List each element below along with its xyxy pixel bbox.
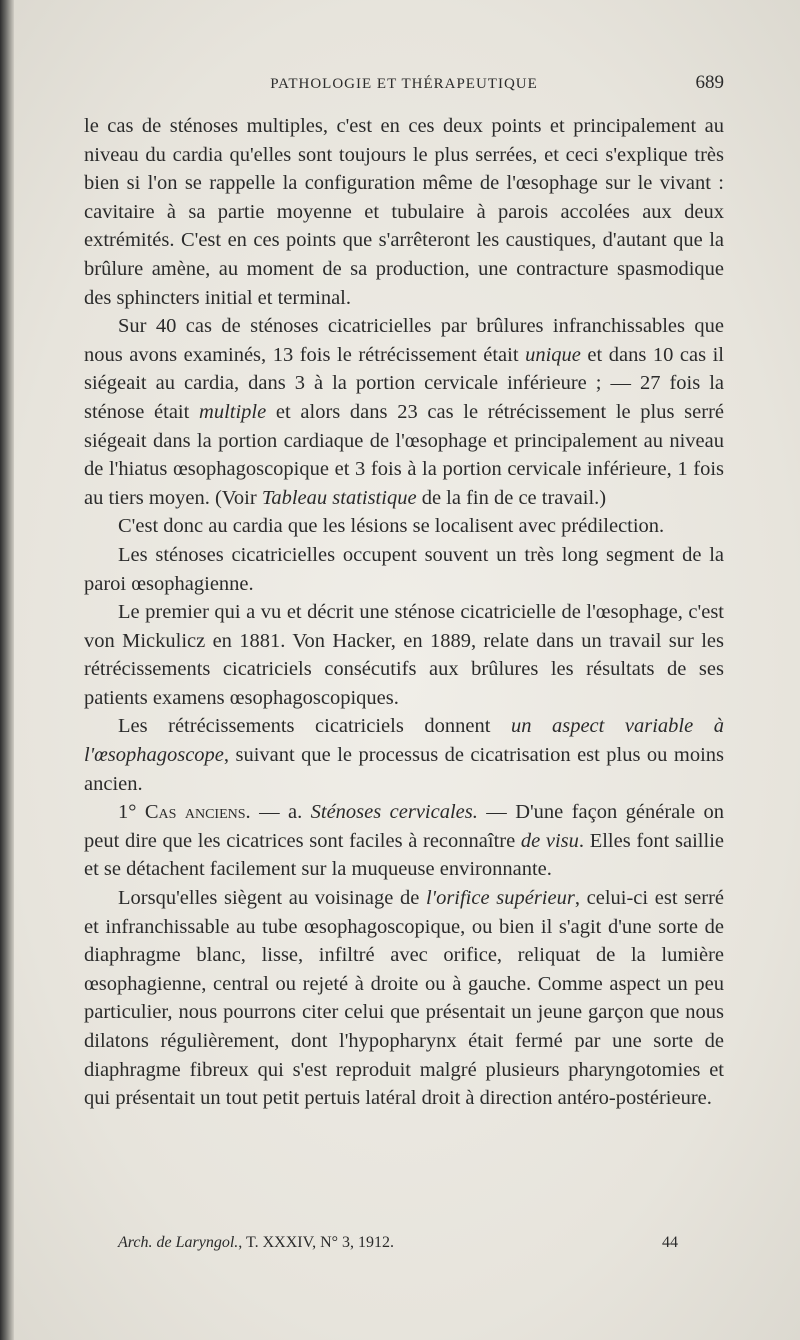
- paragraph-5: Le premier qui a vu et décrit une sténose cicatricielle de l'œsophage, c'est von Mickulicz en 1881. Von Hacker, en 1889, relate dans un travail sur les rétrécissements cicatriciels consécutifs aux brûlures les résultats de ses patients examens œsophagoscopiques.: [84, 601, 724, 709]
- body-text: [84, 112, 724, 1113]
- page-footer: [118, 1234, 678, 1252]
- paragraph-3: C'est donc au cardia que les lésions se localisent avec prédilection.: [118, 515, 665, 538]
- paragraph-2: Sur 40 cas de sténoses cicatricielles par brûlures infranchissables que nous avons examinés, 13 fois le rétrécissement était unique et dans 10 cas il siégeait au cardia, dans 3 à la portion cervicale inférieure ; — 27 fois la sténose était multiple et alors dans 23 cas le rétrécissement le plus serré siégeait dans la portion cardiaque de l'œsophage et principalement au niveau de l'hiatus œsophagoscopique et 3 fois à la portion cervicale inférieure, 1 fois au tiers moyen. (Voir Tableau statistique de la fin de ce travail.): [84, 315, 725, 509]
- page-number: 689: [695, 72, 724, 93]
- paragraph-7: 1° Cas anciens. — a. Sténoses cervicales. — D'une façon générale on peut dire que les cicatrices sont faciles à reconnaître de visu. Elles font saillie et se détachent facilement sur la muqueuse environnante.: [84, 801, 724, 881]
- footer-citation-journal: Arch. de Laryngol.: [118, 1234, 239, 1251]
- page-header: [84, 72, 724, 96]
- paragraph-4: Les sténoses cicatricielles occupent souvent un très long segment de la paroi œsophagienne.: [84, 543, 724, 595]
- paragraph-8: Lorsqu'elles siègent au voisinage de l'orifice supérieur, celui-ci est serré et infranchissable au tube œsophagoscopique, ou bien il s'agit d'une sorte de diaphragme blanc, lisse, infiltré avec orifice, reliquat de la lumière œsophagienne, central ou rejeté à droite ou à gauche. Comme aspect un peu particulier, nous pourrons citer celui que présentait un jeune garçon que nous dilatons régulièrement, dont l'hypopharynx était fermé par une sorte de diaphragme fibreux qui s'est reproduit malgré plusieurs pharyngotomies et qui présentait un tout petit pertuis latéral droit à direction antéro-postérieure.: [84, 887, 725, 1110]
- paragraph-1: le cas de sténoses multiples, c'est en ces deux points et principalement au niveau du cardia qu'elles sont toujours le plus serrées, et ceci s'explique très bien si l'on se rappelle la configuration même de l'œsophage sur le vivant : cavitaire à sa partie moyenne et tubulaire à parois accolées aux deux extrémités. C'est en ces points que s'arrêteront les caustiques, d'autant que la brûlure amène, au moment de sa production, une contracture spasmodique des sphincters initial et terminal.: [84, 115, 724, 309]
- page-binding-edge: [0, 0, 14, 1340]
- footer-citation-volume: , T. XXXIV, N° 3, 1912.: [238, 1234, 395, 1251]
- running-head: PATHOLOGIE ET THÉRAPEUTIQUE: [270, 76, 538, 92]
- footer-signature-mark: 44: [662, 1234, 678, 1251]
- paragraph-6: Les rétrécissements cicatriciels donnent un aspect variable à l'œsophagoscope, suivant que le processus de cicatrisation est plus ou moins ancien.: [84, 715, 724, 795]
